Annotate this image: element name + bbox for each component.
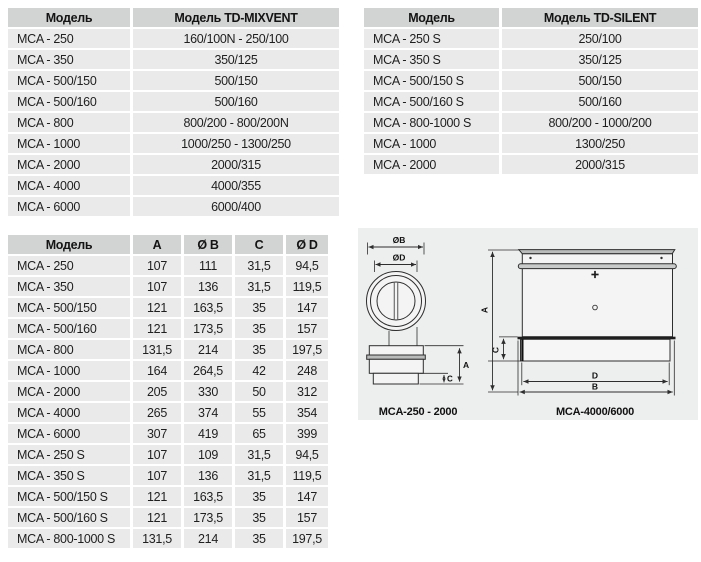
table-row: [8, 176, 339, 195]
table-row: [8, 298, 328, 317]
table-cell: 31,5: [235, 445, 283, 464]
table-cell: 250/100: [502, 29, 698, 48]
duct-spigot: [373, 373, 418, 384]
table-cell: 800/200 - 800/200N: [133, 113, 339, 132]
table-cell: 35: [235, 298, 283, 317]
table-cell: 31,5: [235, 277, 283, 296]
table-cell: 1000/250 - 1300/250: [133, 134, 339, 153]
table-row: [8, 92, 339, 111]
table-row: [8, 113, 339, 132]
table-row: [8, 361, 328, 380]
table-cell: 173,5: [184, 508, 232, 527]
table-cell: 163,5: [184, 298, 232, 317]
table-row: [8, 508, 328, 527]
table-row: [364, 155, 698, 174]
table-cell: 197,5: [286, 529, 328, 548]
table-cell: 160/100N - 250/100: [133, 29, 339, 48]
table-row: [8, 71, 339, 90]
casing-bead: [518, 264, 676, 269]
table-cell: 121: [133, 298, 181, 317]
table-cell: 121: [133, 508, 181, 527]
table-cell: 121: [133, 487, 181, 506]
table-header-row: [364, 8, 698, 27]
table-cell: 330: [184, 382, 232, 401]
column-header: A: [133, 235, 181, 254]
table-row: [8, 340, 328, 359]
table-row: [8, 50, 339, 69]
table-cell: 214: [184, 529, 232, 548]
table-row: [8, 382, 328, 401]
table-cell: 65: [235, 424, 283, 443]
table-cell: 131,5: [133, 529, 181, 548]
table-row: [8, 197, 339, 216]
table-cell: MCA - 4000: [8, 176, 130, 195]
table-cell: 399: [286, 424, 328, 443]
table-header-row: [8, 235, 328, 254]
fan-front-view: [367, 235, 470, 418]
table-cell: 173,5: [184, 319, 232, 338]
table-cell: 107: [133, 466, 181, 485]
table-cell: 4000/355: [133, 176, 339, 195]
table-cell: 500/160: [502, 92, 698, 111]
table-cell: MCA - 500/160 S: [364, 92, 499, 111]
table-cell: MCA - 250: [8, 256, 130, 275]
table-cell: 307: [133, 424, 181, 443]
table-cell: 35: [235, 340, 283, 359]
table-cell: MCA - 250 S: [364, 29, 499, 48]
table-cell: MCA - 800-1000 S: [8, 529, 130, 548]
table-cell: 94,5: [286, 445, 328, 464]
mixvent-table: [5, 6, 342, 218]
table-cell: 35: [235, 508, 283, 527]
table-cell: 119,5: [286, 466, 328, 485]
table-cell: MCA - 350 S: [8, 466, 130, 485]
table-cell: 157: [286, 319, 328, 338]
table-row: [8, 529, 328, 548]
table-cell: MCA - 800: [8, 340, 130, 359]
table-cell: 265: [133, 403, 181, 422]
table-cell: 500/150: [502, 71, 698, 90]
dim-label-od: ØD: [392, 252, 406, 263]
flange-lip: [367, 355, 426, 359]
table-cell: 214: [184, 340, 232, 359]
table-cell: MCA - 250: [8, 29, 130, 48]
table-cell: MCA - 500/160 S: [8, 508, 130, 527]
table-cell: MCA - 350: [8, 50, 130, 69]
table-cell: 2000/315: [133, 155, 339, 174]
dimensional-drawing: [358, 228, 698, 420]
table-row: [364, 71, 698, 90]
table-row: [364, 134, 698, 153]
silent-table: [361, 6, 701, 176]
screw-dot: [529, 257, 531, 259]
table-cell: 163,5: [184, 487, 232, 506]
dimensional-drawing-panel: [358, 228, 698, 420]
table-row: [8, 155, 339, 174]
dim-label-d: D: [591, 370, 599, 381]
table-row: [364, 29, 698, 48]
dim-label-ob: ØB: [392, 235, 406, 245]
table-cell: 147: [286, 487, 328, 506]
table-cell: 107: [133, 277, 181, 296]
dim-label-c: C: [447, 374, 453, 384]
table-row: [364, 50, 698, 69]
table-cell: MCA - 800: [8, 113, 130, 132]
table-cell: 419: [184, 424, 232, 443]
table-cell: MCA - 500/150 S: [8, 487, 130, 506]
table-cell: 312: [286, 382, 328, 401]
table-cell: 31,5: [235, 256, 283, 275]
table-cell: 35: [235, 529, 283, 548]
table-cell: MCA - 1000: [8, 361, 130, 380]
table-cell: MCA - 500/150: [8, 298, 130, 317]
screw-dot: [660, 257, 662, 259]
table-row: [8, 319, 328, 338]
table-cell: MCA - 6000: [8, 424, 130, 443]
table-cell: 350/125: [133, 50, 339, 69]
dim-label-a: A: [479, 306, 490, 314]
table-row: [8, 403, 328, 422]
dim-label-a: A: [463, 360, 470, 370]
table-cell: 119,5: [286, 277, 328, 296]
table-cell: MCA - 2000: [8, 155, 130, 174]
table-row: [8, 256, 328, 275]
table-cell: 136: [184, 277, 232, 296]
column-header: Модель: [364, 8, 499, 27]
table-row: [8, 487, 328, 506]
table-cell: MCA - 4000: [8, 403, 130, 422]
table-row: [8, 134, 339, 153]
table-cell: 147: [286, 298, 328, 317]
table-cell: MCA - 1000: [8, 134, 130, 153]
top-lip: [519, 250, 675, 254]
table-cell: MCA - 500/150 S: [364, 71, 499, 90]
table-cell: 107: [133, 445, 181, 464]
table-cell: 35: [235, 487, 283, 506]
table-row: [8, 445, 328, 464]
fan-side-view: [480, 250, 677, 418]
column-header: C: [235, 235, 283, 254]
table-cell: 42: [235, 361, 283, 380]
column-header: Модель TD-MIXVENT: [133, 8, 339, 27]
table-cell: 800/200 - 1000/200: [502, 113, 698, 132]
table-cell: 121: [133, 319, 181, 338]
column-header: Модель TD-SILENT: [502, 8, 698, 27]
table-row: [364, 92, 698, 111]
table-cell: MCA - 350 S: [364, 50, 499, 69]
dim-label-c: C: [490, 346, 501, 354]
duct-body: [369, 359, 423, 373]
table-cell: 157: [286, 508, 328, 527]
table-cell: MCA - 500/160: [8, 319, 130, 338]
table-cell: 164: [133, 361, 181, 380]
duct-flange: [369, 346, 423, 355]
table-cell: 205: [133, 382, 181, 401]
side-view-caption: MCA-4000/6000: [555, 406, 635, 418]
table-cell: 35: [235, 319, 283, 338]
table-row: [8, 424, 328, 443]
table-cell: 50: [235, 382, 283, 401]
table-cell: 6000/400: [133, 197, 339, 216]
table-cell: 500/160: [133, 92, 339, 111]
table-cell: MCA - 500/150: [8, 71, 130, 90]
table-row: [364, 113, 698, 132]
dim-label-b: B: [591, 381, 599, 392]
table-cell: MCA - 6000: [8, 197, 130, 216]
table-cell: MCA - 800-1000 S: [364, 113, 499, 132]
table-cell: 350/125: [502, 50, 698, 69]
table-cell: 107: [133, 256, 181, 275]
outer-ring: [367, 272, 426, 331]
table-cell: 500/150: [133, 71, 339, 90]
table-cell: 109: [184, 445, 232, 464]
table-cell: MCA - 500/160: [8, 92, 130, 111]
front-view-caption: MCA-250 - 2000: [378, 406, 458, 418]
lower-duct: [521, 339, 671, 361]
table-cell: 264,5: [184, 361, 232, 380]
table-cell: 31,5: [235, 466, 283, 485]
dimensions-table: [5, 233, 331, 550]
table-row: [8, 29, 339, 48]
table-cell: MCA - 2000: [8, 382, 130, 401]
table-cell: 1300/250: [502, 134, 698, 153]
table-cell: 55: [235, 403, 283, 422]
table-cell: 374: [184, 403, 232, 422]
table-cell: 136: [184, 466, 232, 485]
table-cell: MCA - 250 S: [8, 445, 130, 464]
table-row: [8, 466, 328, 485]
table-cell: 2000/315: [502, 155, 698, 174]
table-cell: 94,5: [286, 256, 328, 275]
table-cell: 197,5: [286, 340, 328, 359]
table-row: [8, 277, 328, 296]
column-header: Ø B: [184, 235, 232, 254]
column-header: Модель: [8, 8, 130, 27]
table-header-row: [8, 8, 339, 27]
table-cell: 111: [184, 256, 232, 275]
column-header: Модель: [8, 235, 130, 254]
table-cell: MCA - 350: [8, 277, 130, 296]
table-cell: MCA - 2000: [364, 155, 499, 174]
table-cell: 248: [286, 361, 328, 380]
table-cell: 354: [286, 403, 328, 422]
column-header: Ø D: [286, 235, 328, 254]
table-cell: 131,5: [133, 340, 181, 359]
table-cell: MCA - 1000: [364, 134, 499, 153]
